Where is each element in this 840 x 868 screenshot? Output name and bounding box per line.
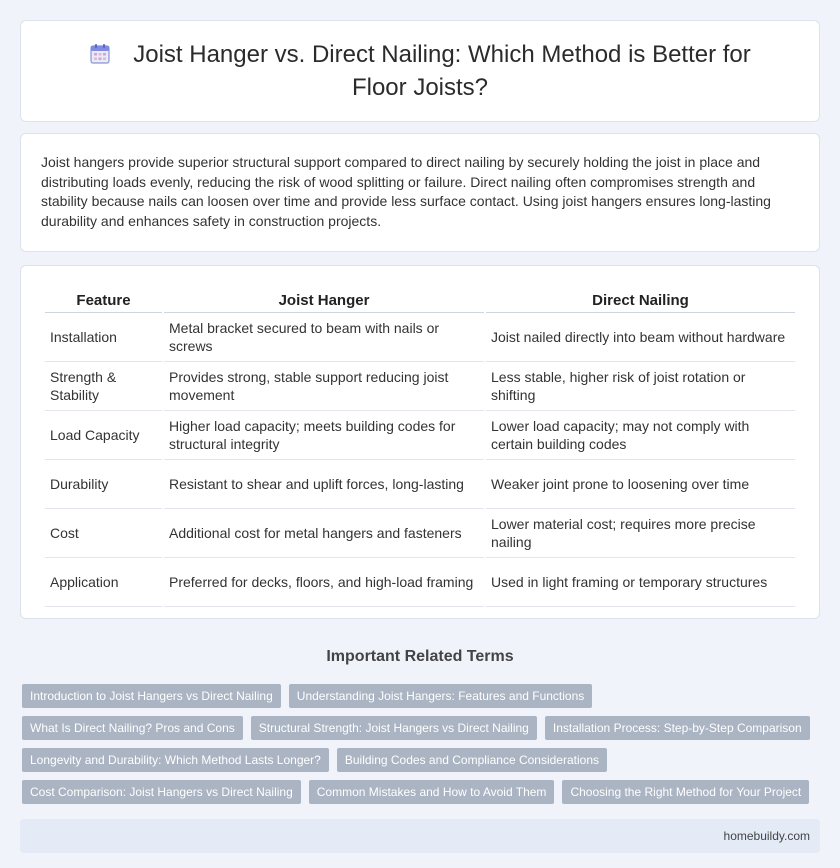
related-term-tag[interactable]: Common Mistakes and How to Avoid Them — [309, 780, 555, 804]
cell-direct-nailing: Lower material cost; requires more precise nailing — [486, 509, 795, 558]
title-card — [20, 20, 820, 122]
cell-joist-hanger: Provides strong, stable support reducing joist movement — [164, 362, 484, 411]
cell-joist-hanger: Preferred for decks, floors, and high-load framing — [164, 558, 484, 607]
table-row — [45, 558, 795, 607]
related-term-tag[interactable]: Installation Process: Step-by-Step Comparison — [545, 716, 810, 740]
related-terms-title: Important Related Terms — [326, 648, 514, 665]
title-wrap — [61, 38, 779, 104]
footer-site-link[interactable]: homebuildy.com — [723, 829, 810, 843]
cell-direct-nailing: Weaker joint prone to loosening over time — [486, 460, 795, 509]
cell-feature: Installation — [45, 313, 162, 362]
table-row — [45, 509, 795, 558]
intro-card — [20, 133, 820, 252]
related-term-tag[interactable]: Longevity and Durability: Which Method Lasts Longer? — [22, 748, 329, 772]
cell-joist-hanger: Additional cost for metal hangers and fasteners — [164, 509, 484, 558]
table-row — [45, 460, 795, 509]
table-row — [45, 411, 795, 460]
cell-feature: Strength & Stability — [45, 362, 162, 411]
table-row — [45, 362, 795, 411]
cell-joist-hanger: Resistant to shear and uplift forces, long-lasting — [164, 460, 484, 509]
cell-direct-nailing: Less stable, higher risk of joist rotation or shifting — [486, 362, 795, 411]
related-terms-list — [22, 684, 820, 804]
intro-paragraph: Joist hangers provide superior structural support compared to direct nailing by securely holding the joist in place and distributing loads evenly, reducing the risk of wood splitting or failure. Direct nailing often compromises strength and stability because nails can loosen over time and provide less surface contact. Using joist hangers ensures long-lasting durability and enhances safety in construction projects. — [41, 154, 771, 229]
cell-direct-nailing: Joist nailed directly into beam without hardware — [486, 313, 795, 362]
calendar-icon — [89, 43, 111, 65]
related-term-tag[interactable]: Choosing the Right Method for Your Project — [562, 780, 809, 804]
cell-feature: Durability — [45, 460, 162, 509]
table-row — [45, 313, 795, 362]
comparison-table — [43, 289, 797, 607]
header-joist-hanger: Joist Hanger — [164, 289, 484, 313]
table-header-row — [45, 289, 795, 313]
related-term-tag[interactable]: Introduction to Joist Hangers vs Direct Nailing — [22, 684, 281, 708]
cell-feature: Load Capacity — [45, 411, 162, 460]
related-term-tag[interactable]: What Is Direct Nailing? Pros and Cons — [22, 716, 243, 740]
related-term-tag[interactable]: Building Codes and Compliance Considerations — [337, 748, 607, 772]
related-term-tag[interactable]: Structural Strength: Joist Hangers vs Direct Nailing — [251, 716, 537, 740]
related-term-tag[interactable]: Cost Comparison: Joist Hangers vs Direct Nailing — [22, 780, 301, 804]
comparison-card — [20, 265, 820, 619]
header-feature: Feature — [45, 289, 162, 313]
header-direct-nailing: Direct Nailing — [486, 289, 795, 313]
cell-joist-hanger: Higher load capacity; meets building codes for structural integrity — [164, 411, 484, 460]
cell-joist-hanger: Metal bracket secured to beam with nails or screws — [164, 313, 484, 362]
cell-direct-nailing: Used in light framing or temporary structures — [486, 558, 795, 607]
page-title-text: Joist Hanger vs. Direct Nailing: Which Method is Better for Floor Joists? — [133, 41, 751, 101]
cell-feature: Cost — [45, 509, 162, 558]
footer — [20, 819, 820, 853]
related-term-tag[interactable]: Understanding Joist Hangers: Features and Functions — [289, 684, 593, 708]
page-title — [61, 38, 779, 104]
cell-direct-nailing: Lower load capacity; may not comply with certain building codes — [486, 411, 795, 460]
cell-feature: Application — [45, 558, 162, 607]
